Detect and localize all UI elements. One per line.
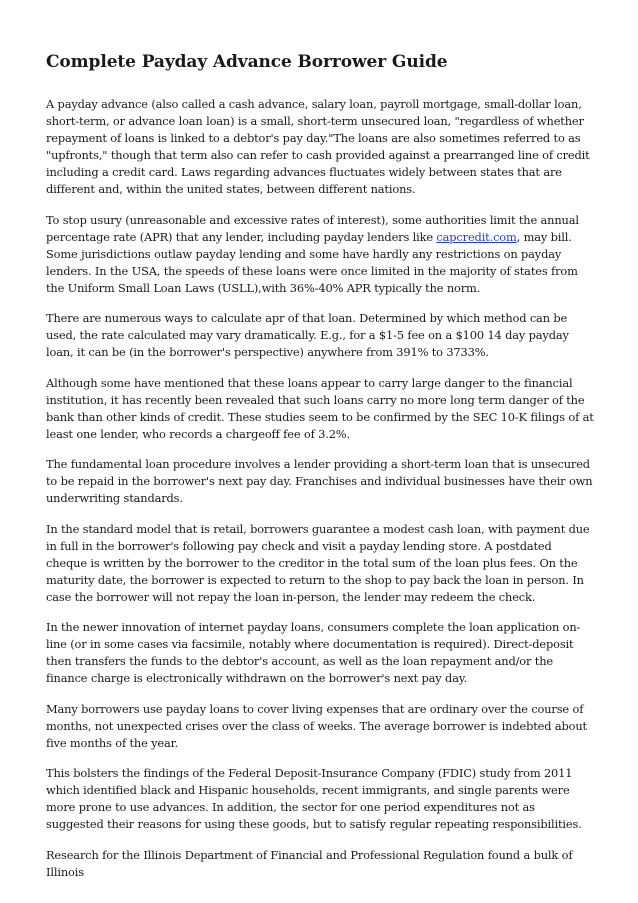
usury-text-before-link: To stop usury (unreasonable and excessive rates of interest), some authorities limit the annual percentage rate (APR) that any lender, including payday lenders like: [46, 212, 579, 244]
paragraph-fdic-study: This bolsters the findings of the Federal Deposit-Insurance Company (FDIC) study from 2011 which identified black and Hispanic households, recent immigrants, and single parents were more prone to use advances. In addition, the sector for one period expenditures not as suggested their reasons for using these goods, but to satisfy regular repeating responsibilities.: [46, 766, 582, 831]
document-body: [46, 96, 594, 881]
document-page: [46, 0, 594, 894]
page-title: Complete Payday Advance Borrower Guide: [46, 52, 448, 72]
paragraph-usury: [46, 212, 594, 297]
paragraph-definition: A payday advance (also called a cash advance, salary loan, payroll mortgage, small-dollar loan, short-term, or advance loan loan) is a small, short-term unsecured loan, "regardless of whether repayment of loans is linked to a debtor's pay day."The loans are also sometimes referred to as "upfronts," though that term also can refer to cash provided against a prearranged line of credit including a credit card. Laws regarding advances fluctuates widely between states that are different and, within the united states, between different nations.: [46, 97, 590, 196]
paragraph-borrower-usage: Many borrowers use payday loans to cover living expenses that are ordinary over the course of months, not unexpected crises over the class of weeks. The average borrower is indebted about five months of the year.: [46, 701, 587, 750]
capcredit-link[interactable]: capcredit.com: [436, 229, 517, 244]
paragraph-apr-calculation: There are numerous ways to calculate apr of that loan. Determined by which method can be used, the rate calculated may vary dramatically. E.g., for a $1-5 fee on a $100 14 day payday loan, it can be (in the borrower's perspective) anywhere from 391% to 3733%.: [46, 311, 569, 359]
paragraph-risk: Although some have mentioned that these loans appear to carry large danger to the financial institution, it has recently been revealed that such loans carry no more long term danger of the bank than other kinds of credit. These studies seem to be confirmed by the SEC 10-K filings of at least one lender, who records a chargeoff fee of 3.2%.: [46, 375, 594, 441]
usury-text-after-link: , may bill. Some jurisdictions outlaw payday lending and some have hardly any restrictions on payday lenders. In the USA, the speeds of these loans were once limited in the majority of states from the Uniform Small Loan Laws (USLL),with 36%-40% APR typically the norm.: [46, 229, 578, 295]
paragraph-loan-procedure: The fundamental loan procedure involves a lender providing a short-term loan that is unsecured to be repaid in the borrower's next pay day. Franchises and individual businesses have their own underwriting standards.: [46, 457, 593, 505]
paragraph-internet-loans: In the newer innovation of internet payday loans, consumers complete the loan application on-line (or in some cases via facsimile, notably where documentation is required). Direct-deposit then transfers the funds to the debtor's account, as well as the loan repayment and/or the finance charge is electronically withdrawn on the borrower's next pay day.: [46, 620, 581, 685]
paragraph-retail-model: In the standard model that is retail, borrowers guarantee a modest cash loan, with payment due in full in the borrower's following pay check and visit a payday lending store. A postdated cheque is written by the borrower to the creditor in the total sum of the loan plus fees. On the maturity date, the borrower is expected to return to the shop to pay back the loan in person. In case the borrower will not repay the loan in-person, the lender may redeem the check.: [46, 521, 590, 604]
paragraph-illinois-research: Research for the Illinois Department of Financial and Professional Regulation found a bulk of Illinois: [46, 847, 573, 879]
